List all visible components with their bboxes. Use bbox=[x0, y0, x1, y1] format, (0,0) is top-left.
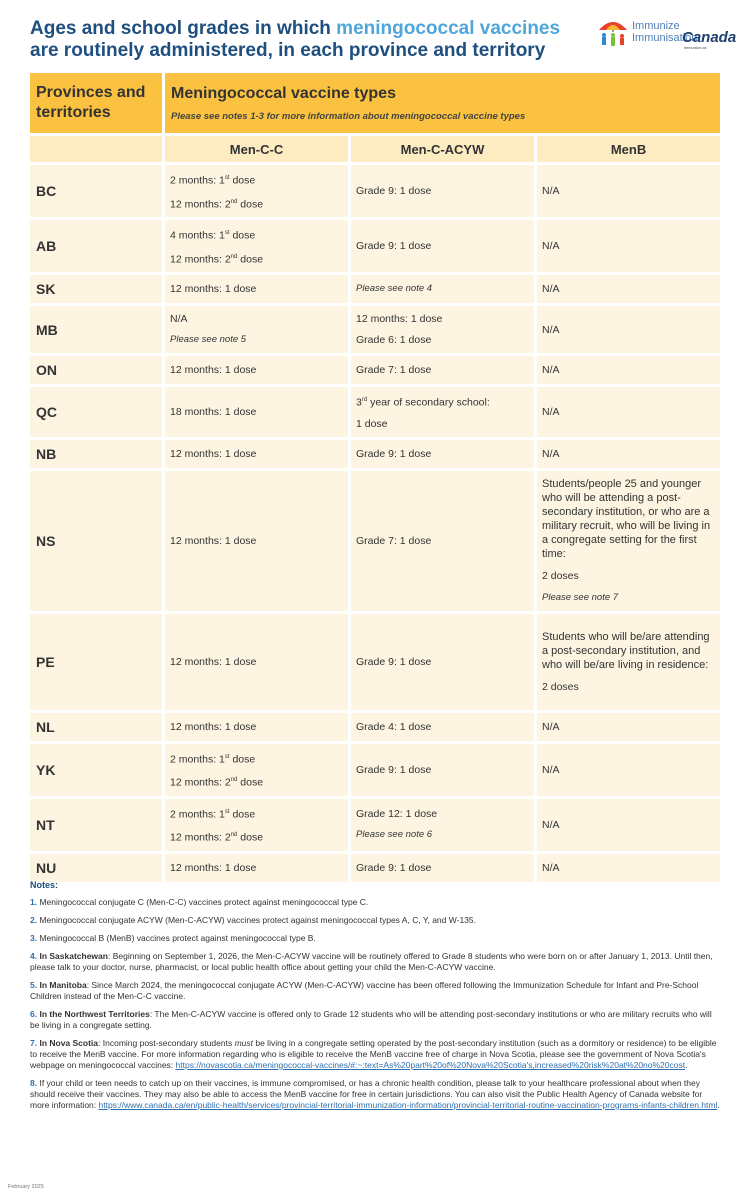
table-row-ab bbox=[30, 220, 720, 272]
menc-cell: 18 months: 1 dose bbox=[165, 387, 348, 437]
note-5: 5. In Manitoba: Since March 2024, the meningococcal conjugate ACYW (Men-C-ACYW) vaccine has been offered following the Immunization Schedule for Infant and Pre-School Children instead of the Men-C-C vaccine. bbox=[30, 980, 699, 1001]
table-row-pe bbox=[30, 614, 720, 710]
menb-cell: N/A bbox=[537, 713, 720, 741]
province-name: AB bbox=[30, 220, 162, 272]
acyw-cell: Grade 7: 1 dose bbox=[351, 471, 534, 611]
province-name: BC bbox=[30, 165, 162, 217]
acyw-cell: Grade 9: 1 dose bbox=[351, 220, 534, 272]
note-7: 7. In Nova Scotia: Incoming post-secondary students must be living in a congregate setting operated by the post-secondary institution (such as a dormitory or residence) to be eligible to receive the MenB vaccine. For more information regarding who is eligible to receive the MenB vaccine free of charge in Nova Scotia, please see the government of Nova Scotia's webpage on meningococcal vaccines: https://novascotia.ca/meningococcal-vaccines/#:~:text=As%20part%20of%20Nova%20Scotia's,increased%20risk%20at%20no%20cost. bbox=[30, 1038, 717, 1070]
vaccine-types-note: Please see notes 1-3 for more information about meningococcal vaccine types bbox=[171, 110, 526, 122]
acyw-cell: Grade 9: 1 dose bbox=[351, 614, 534, 710]
province-name: PE bbox=[30, 614, 162, 710]
acyw-cell: Please see note 4 bbox=[351, 275, 534, 303]
menb-cell: Students who will be/are attending a post-secondary institution, and who will be/are living in residence: 2 doses bbox=[537, 614, 720, 710]
logo-line-1: Immunize bbox=[632, 20, 680, 32]
header-vaccine-types bbox=[165, 73, 720, 133]
menc-cell: 12 months: 1 dose bbox=[165, 713, 348, 741]
table-row-on bbox=[30, 356, 720, 384]
province-name: NB bbox=[30, 440, 162, 468]
menc-cell: 12 months: 1 dose bbox=[165, 275, 348, 303]
acyw-cell: Grade 12: 1 dose Please see note 6 bbox=[351, 799, 534, 851]
title-highlight: meningococcal vaccines bbox=[336, 18, 561, 39]
vaccine-types-title: Meningococcal vaccine types bbox=[171, 84, 396, 102]
table-row-bc bbox=[30, 165, 720, 217]
table-row-nb bbox=[30, 440, 720, 468]
logo-url: immunize.ca bbox=[684, 45, 707, 50]
menc-cell: 4 months: 1st dose 12 months: 2nd dose bbox=[165, 220, 348, 272]
note-4: 4. In Saskatchewan: Beginning on September 1, 2026, the Men-C-ACYW vaccine will be routinely offered to Grade 8 students who were born on or after January 1, 2013. Until then, please talk to your doctor, nurse, pharmacist, or local public health office about getting your child the Men-C-ACYW vaccine. bbox=[30, 951, 713, 972]
menb-cell: N/A bbox=[537, 744, 720, 796]
menb-cell: Students/people 25 and younger who will be attending a post-secondary institution, or who are a military recruit, who will be living in a congregate setting for the first time: 2 doses Please see note 7 bbox=[537, 471, 720, 611]
immunize-canada-logo bbox=[596, 18, 737, 50]
subheader-blank bbox=[30, 136, 162, 162]
province-name: NS bbox=[30, 471, 162, 611]
table-row-yk bbox=[30, 744, 720, 796]
logo-line-2: Immunisation bbox=[632, 32, 698, 44]
province-name: NU bbox=[30, 854, 162, 882]
note-3: 3. Meningococcal B (MenB) vaccines protect against meningococcal type B. bbox=[30, 933, 316, 943]
acyw-cell: 3rd year of secondary school: 1 dose bbox=[351, 387, 534, 437]
menc-cell: N/A Please see note 5 bbox=[165, 306, 348, 353]
acyw-cell: Grade 9: 1 dose bbox=[351, 854, 534, 882]
note-8: 8. If your child or teen needs to catch up on their vaccines, is immune compromised, or has a chronic health condition, please talk to your healthcare professional about when they should receive their vaccines. They may also be able to access the MenB vaccine for free in certain jurisdictions. You can also visit the Public Health Agency of Canada website for more information: https://www.canada.ca/en/public-health/services/provincial-territorial-immunization-information/provincial-territorial-routine-vaccination-programs-infants-children.html. bbox=[30, 1078, 720, 1110]
menb-cell: N/A bbox=[537, 220, 720, 272]
note-2: 2. Meningococcal conjugate ACYW (Men-C-ACYW) vaccines protect against meningococcal types A, C, Y, and W-135. bbox=[30, 915, 476, 925]
acyw-cell: Grade 9: 1 dose bbox=[351, 440, 534, 468]
nova-scotia-link[interactable]: https://novascotia.ca/meningococcal-vaccines/#:~:text=As%20part%20of%20Nova%20Scotia's,increased%20risk%20at%20no%20cost bbox=[175, 1060, 686, 1070]
table-row-nl bbox=[30, 713, 720, 741]
acyw-cell: Grade 9: 1 dose bbox=[351, 165, 534, 217]
table-row-qc bbox=[30, 387, 720, 437]
menb-cell: N/A bbox=[537, 165, 720, 217]
province-name: SK bbox=[30, 275, 162, 303]
acyw-cell: Grade 4: 1 dose bbox=[351, 713, 534, 741]
note-6: 6. In the Northwest Territories: The Men-C-ACYW vaccine is offered only to Grade 12 students who will be attending post-secondary institutions or who are military recruits who will be living in a congregate setting. bbox=[30, 1009, 712, 1030]
menc-cell: 12 months: 1 dose bbox=[165, 614, 348, 710]
menc-cell: 2 months: 1st dose 12 months: 2nd dose bbox=[165, 744, 348, 796]
header-provinces: Provinces and territories bbox=[30, 73, 162, 133]
table-subheader-row bbox=[30, 136, 720, 162]
menc-cell: 2 months: 1st dose 12 months: 2nd dose bbox=[165, 165, 348, 217]
province-name: NL bbox=[30, 713, 162, 741]
province-name: NT bbox=[30, 799, 162, 851]
province-name: MB bbox=[30, 306, 162, 353]
note-1: 1. Meningococcal conjugate C (Men-C-C) vaccines protect against meningococcal type C. bbox=[30, 897, 369, 907]
menb-cell: N/A bbox=[537, 356, 720, 384]
canada-phac-link[interactable]: https://www.canada.ca/en/public-health/services/provincial-territorial-immunization-information/provincial-territorial-routine-vaccination-programs-infants-children.html bbox=[98, 1100, 718, 1110]
province-name: QC bbox=[30, 387, 162, 437]
notes-title: Notes: bbox=[30, 880, 59, 890]
province-name: YK bbox=[30, 744, 162, 796]
table-row-mb bbox=[30, 306, 720, 353]
table-row-ns bbox=[30, 471, 720, 611]
page-title bbox=[30, 18, 590, 62]
col-header-menb: MenB bbox=[537, 136, 720, 162]
table-row-sk bbox=[30, 275, 720, 303]
table-row-nt bbox=[30, 799, 720, 851]
title-text-1: Ages and school grades in which bbox=[30, 18, 337, 39]
logo-line-3: Canada bbox=[682, 29, 737, 46]
menb-cell: N/A bbox=[537, 799, 720, 851]
menc-cell: 12 months: 1 dose bbox=[165, 440, 348, 468]
menb-cell: N/A bbox=[537, 387, 720, 437]
notes-section bbox=[30, 880, 720, 1118]
umbrella-family-icon bbox=[596, 18, 630, 50]
col-header-menc: Men-C-C bbox=[165, 136, 348, 162]
col-header-acyw: Men-C-ACYW bbox=[351, 136, 534, 162]
title-text-2: are routinely administered, in each province and territory bbox=[30, 40, 546, 61]
table-header-row bbox=[30, 73, 720, 133]
table-row-nu bbox=[30, 854, 720, 882]
acyw-cell: 12 months: 1 dose Grade 6: 1 dose bbox=[351, 306, 534, 353]
menb-cell: N/A bbox=[537, 854, 720, 882]
vaccine-schedule-table bbox=[27, 70, 723, 885]
menc-cell: 2 months: 1st dose 12 months: 2nd dose bbox=[165, 799, 348, 851]
menb-cell: N/A bbox=[537, 440, 720, 468]
menc-cell: 12 months: 1 dose bbox=[165, 471, 348, 611]
acyw-cell: Grade 7: 1 dose bbox=[351, 356, 534, 384]
acyw-cell: Grade 9: 1 dose bbox=[351, 744, 534, 796]
menb-cell: N/A bbox=[537, 306, 720, 353]
page-header bbox=[30, 18, 590, 62]
province-name: ON bbox=[30, 356, 162, 384]
menb-cell: N/A bbox=[537, 275, 720, 303]
menc-cell: 12 months: 1 dose bbox=[165, 854, 348, 882]
menc-cell: 12 months: 1 dose bbox=[165, 356, 348, 384]
footer-date: February 2025 bbox=[8, 1184, 44, 1190]
